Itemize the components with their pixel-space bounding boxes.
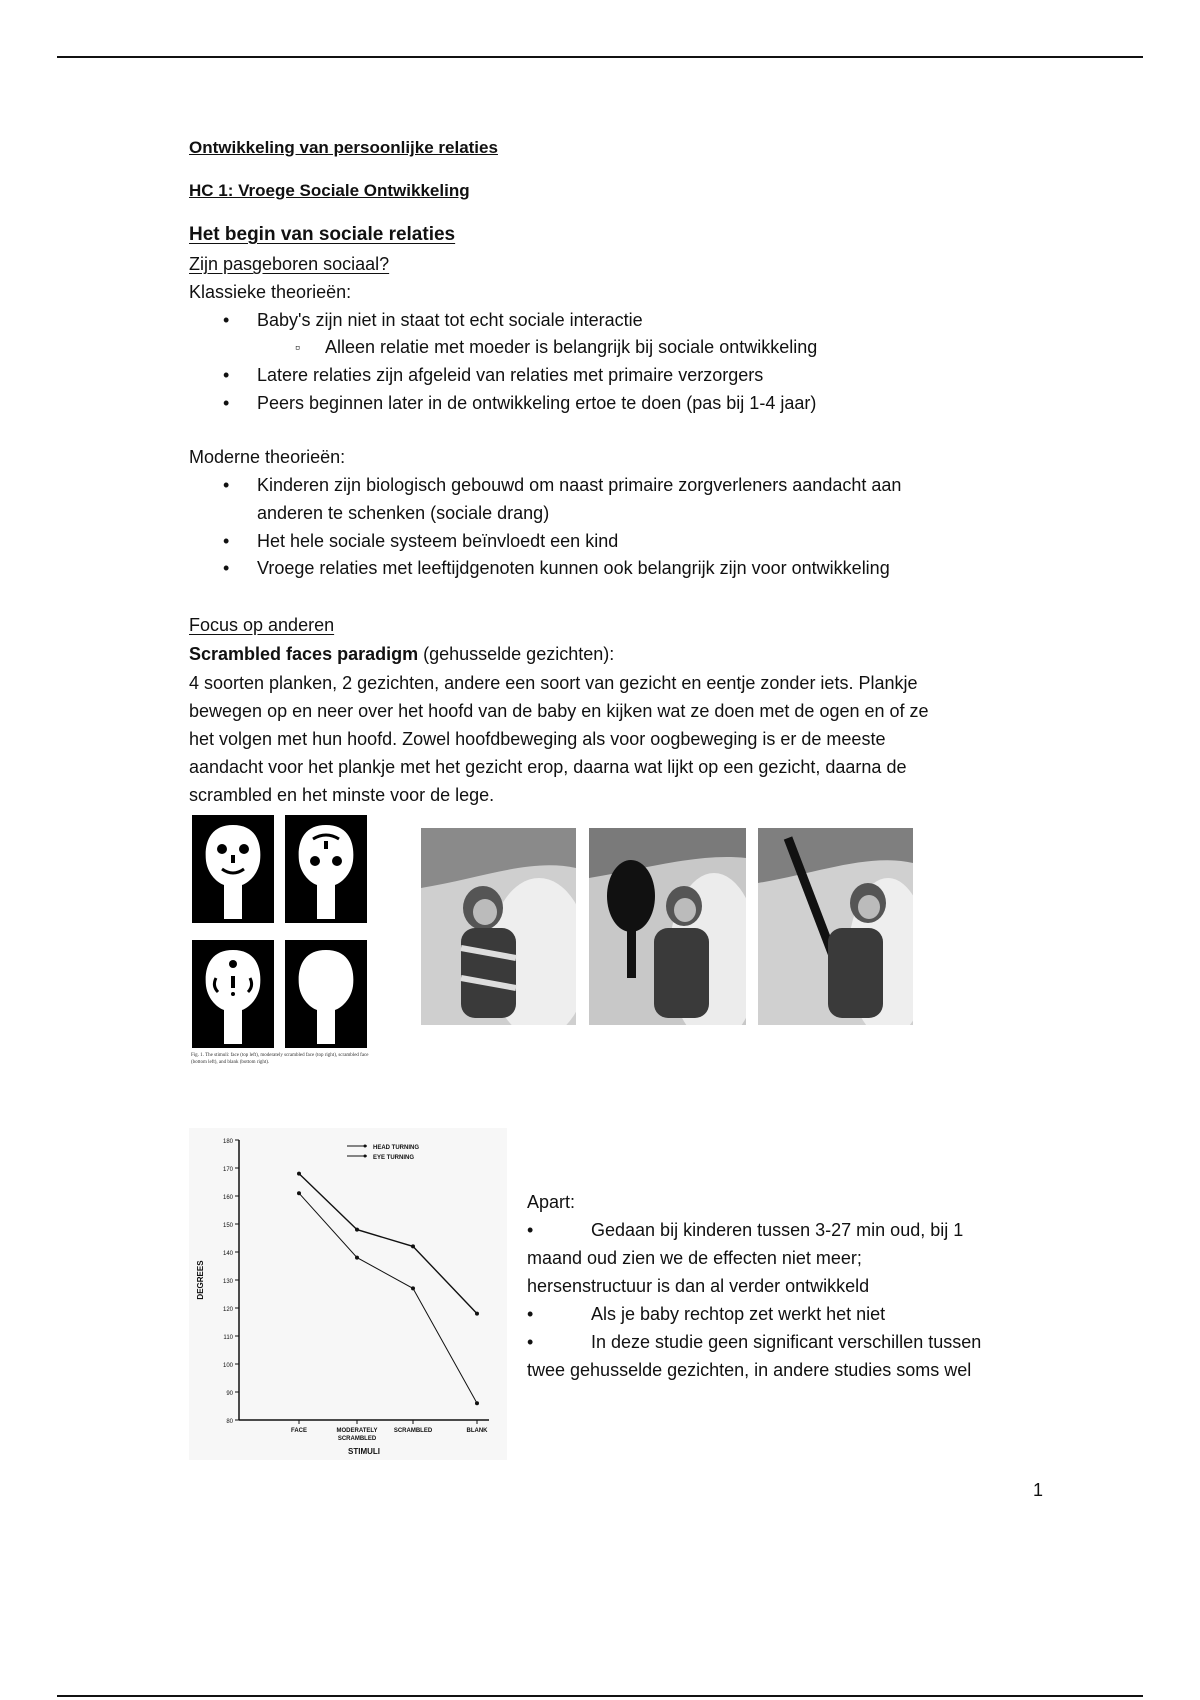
- y-tick-label: 150: [222, 1223, 233, 1229]
- data-point: [355, 1228, 359, 1232]
- apart-text: Gedaan bij kinderen tussen 3-27 min oud, bij 1: [591, 1220, 964, 1240]
- scrambled-stimulus: [192, 940, 274, 1048]
- blank-stimulus: [285, 940, 367, 1048]
- y-tick-label: 130: [222, 1279, 233, 1285]
- infant-photo-1: [421, 828, 576, 1025]
- apart-item: [527, 1216, 1047, 1244]
- moderately-scrambled-stimulus: [285, 815, 367, 923]
- y-tick-label: 180: [222, 1139, 233, 1145]
- modern-item-1: • Kinderen zijn biologisch gebouwd om naast primaire zorgverleners aandacht aan: [257, 471, 901, 499]
- paradigm-name: Scrambled faces paradigm: [189, 644, 419, 664]
- moderately-scrambled-image: [285, 815, 367, 923]
- paradigm-line: [189, 640, 614, 668]
- page-number: 1: [1033, 1480, 1044, 1500]
- data-point: [355, 1256, 359, 1260]
- document-title: Ontwikkeling van persoonlijke relaties: [189, 138, 498, 157]
- lecture-title: HC 1: Vroege Sociale Ontwikkeling: [189, 181, 470, 200]
- apart-item: [527, 1300, 1047, 1328]
- x-axis-label: STIMULI: [348, 1447, 380, 1456]
- focus-paragraph: [189, 669, 1069, 809]
- focus-line: aandacht voor het plankje met het gezicht erop, daarna wat lijkt op een gezicht, daarna de: [189, 757, 907, 777]
- scrambled-image: [192, 940, 274, 1048]
- question-heading: Zijn pasgeboren sociaal?: [189, 254, 390, 274]
- legend-marker: [364, 1145, 367, 1148]
- legend-marker: [364, 1155, 367, 1158]
- bullet-icon: •: [527, 1220, 534, 1240]
- face-stimulus: [192, 815, 274, 923]
- infant-photo-3-image: [758, 828, 913, 1025]
- face-stimulus-image: [192, 815, 274, 923]
- modern-item-2: • Het hele sociale systeem beïnvloedt een kind: [257, 527, 618, 555]
- classic-item-3: • Peers beginnen later in de ontwikkeling ertoe te doen (pas bij 1-4 jaar): [257, 389, 816, 417]
- x-tick-label: FACE: [290, 1428, 308, 1434]
- y-tick-label: 140: [222, 1251, 233, 1257]
- focus-line: het volgen met hun hoofd. Zowel hoofdbeweging als voor oogbeweging is er de meeste: [189, 729, 886, 749]
- y-tick-label: 170: [222, 1167, 233, 1173]
- apart-text: In deze studie geen significant verschillen tussen: [591, 1332, 982, 1352]
- modern-item-1-cont: anderen te schenken (sociale drang): [257, 503, 550, 523]
- degrees-chart: [189, 1128, 507, 1460]
- apart-text: hersenstructuur is dan al verder ontwikkeld: [527, 1276, 870, 1296]
- classic-label: Klassieke theorieën:: [189, 282, 352, 302]
- modern-label: Moderne theorieën:: [189, 447, 346, 467]
- paradigm-note: (gehusselde gezichten):: [418, 644, 615, 664]
- focus-line: bewegen op en neer over het hoofd van de baby en kijken wat ze doen met de ogen en of ze: [189, 701, 929, 721]
- apart-text: Als je baby rechtop zet werkt het niet: [591, 1304, 886, 1324]
- y-tick-label: 100: [222, 1363, 233, 1369]
- data-point: [475, 1401, 479, 1405]
- apart-text: twee gehusselde gezichten, in andere studies soms wel: [527, 1360, 972, 1380]
- infant-photo-2-image: [589, 828, 746, 1025]
- data-point: [297, 1172, 301, 1176]
- y-tick-label: 90: [226, 1391, 233, 1397]
- y-axis-label: DEGREES: [196, 1260, 205, 1300]
- x-tick-label: MODERATELY SCRAMBLED: [336, 1428, 378, 1442]
- legend-label: HEAD TURNING: [373, 1145, 419, 1151]
- figure-caption: Fig. 1. The stimuli: face (top left), moderately scrambled face (top right), scrambled face (bottom left), and blank (bottom right).: [191, 1053, 369, 1065]
- classic-item-2: • Latere relaties zijn afgeleid van relaties met primaire verzorgers: [257, 361, 763, 389]
- blank-image: [285, 940, 367, 1048]
- series-line-head-turning: [299, 1174, 477, 1314]
- infant-photo-2: [589, 828, 746, 1025]
- y-tick-label: 110: [223, 1335, 233, 1341]
- bottom-rule: [57, 1695, 1143, 1697]
- section-heading: Het begin van sociale relaties: [189, 224, 456, 245]
- modern-item-3: • Vroege relaties met leeftijdgenoten kunnen ook belangrijk zijn voor ontwikkeling: [257, 554, 890, 582]
- legend-label: EYE TURNING: [373, 1155, 415, 1161]
- x-tick-label: BLANK: [466, 1428, 488, 1434]
- focus-line: 4 soorten planken, 2 gezichten, andere een soort van gezicht en eentje zonder iets. Plankje: [189, 673, 918, 693]
- apart-label: Apart:: [527, 1192, 576, 1212]
- x-tick-label: SCRAMBLED: [393, 1428, 433, 1434]
- stimuli-figure: [189, 812, 374, 1080]
- apart-block: [527, 1188, 1047, 1384]
- y-tick-label: 160: [222, 1195, 233, 1201]
- y-tick-label: 80: [226, 1419, 233, 1425]
- apart-item: [527, 1328, 1047, 1356]
- chart-svg: [189, 1128, 507, 1460]
- focus-heading: Focus op anderen: [189, 615, 335, 635]
- top-rule: [57, 56, 1143, 58]
- infant-photo-1-image: [421, 828, 576, 1025]
- data-point: [475, 1312, 479, 1316]
- bullet-icon: •: [527, 1332, 534, 1352]
- classic-subitem-1: ▫ Alleen relatie met moeder is belangrijk bij sociale ontwikkeling: [325, 333, 817, 361]
- bullet-icon: •: [527, 1304, 534, 1324]
- data-point: [297, 1191, 301, 1195]
- focus-line: scrambled en het minste voor de lege.: [189, 785, 495, 805]
- infant-photo-3: [758, 828, 913, 1025]
- data-point: [411, 1286, 415, 1290]
- y-tick-label: 120: [222, 1307, 233, 1313]
- apart-text: maand oud zien we de effecten niet meer;: [527, 1248, 862, 1268]
- series-line-eye-turning: [299, 1193, 477, 1403]
- classic-item-1: • Baby's zijn niet in staat tot echt sociale interactie: [257, 306, 643, 334]
- data-point: [411, 1244, 415, 1248]
